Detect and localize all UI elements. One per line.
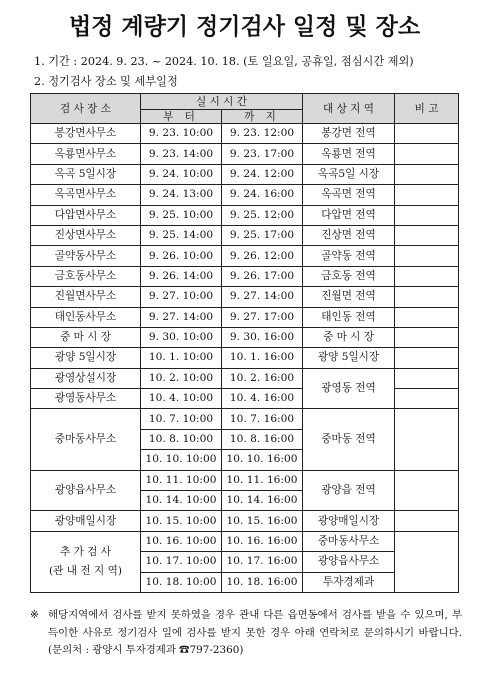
table-row <box>31 327 459 347</box>
footnote <box>30 607 462 660</box>
place-cell: 옥룡면사무소 <box>31 144 141 164</box>
from-cell: 10. 10. 10:00 <box>141 450 222 470</box>
extra-inspection-scope: (관 내 전 지 역) <box>49 564 122 577</box>
note-cell <box>395 185 459 205</box>
place-cell: 진상면사무소 <box>31 225 141 245</box>
to-cell: 9. 25. 17:00 <box>222 225 303 245</box>
place-cell: 광영동사무소 <box>31 389 141 409</box>
from-cell: 9. 26. 14:00 <box>141 266 222 286</box>
area-cell: 골약동 전역 <box>303 246 395 266</box>
from-cell: 10. 16. 10:00 <box>141 531 222 551</box>
note-cell <box>395 348 459 368</box>
to-cell: 10. 4. 16:00 <box>222 389 303 409</box>
from-cell: 10. 1. 10:00 <box>141 348 222 368</box>
place-cell: 골약동사무소 <box>31 246 141 266</box>
to-cell: 10. 14. 16:00 <box>222 491 303 511</box>
table-row <box>31 470 459 490</box>
to-cell: 9. 23. 12:00 <box>222 124 303 144</box>
to-cell: 10. 18. 16:00 <box>222 572 303 592</box>
from-cell: 9. 25. 10:00 <box>141 205 222 225</box>
area-cell: 광양읍사무소 <box>303 552 395 572</box>
note-cell <box>395 327 459 347</box>
table-row <box>31 348 459 368</box>
to-cell: 9. 26. 17:00 <box>222 266 303 286</box>
table-row <box>31 164 459 184</box>
from-cell: 9. 24. 13:00 <box>141 185 222 205</box>
from-cell: 9. 27. 14:00 <box>141 307 222 327</box>
from-cell: 9. 23. 14:00 <box>141 144 222 164</box>
place-cell: 중마동사무소 <box>31 409 141 470</box>
header-time: 실 시 시 간 <box>141 94 303 110</box>
to-cell: 9. 25. 12:00 <box>222 205 303 225</box>
to-cell: 9. 27. 17:00 <box>222 307 303 327</box>
table-row <box>31 266 459 286</box>
from-cell: 10. 15. 10:00 <box>141 511 222 531</box>
from-cell: 9. 27. 10:00 <box>141 287 222 307</box>
from-cell: 10. 4. 10:00 <box>141 389 222 409</box>
table-row <box>31 205 459 225</box>
from-cell: 10. 17. 10:00 <box>141 552 222 572</box>
place-cell: 금호동사무소 <box>31 266 141 286</box>
to-cell: 10. 11. 16:00 <box>222 470 303 490</box>
note-cell <box>395 205 459 225</box>
header-from: 부 터 <box>141 110 222 124</box>
place-cell: 중 마 시 장 <box>31 327 141 347</box>
place-cell: 광양매일시장 <box>31 511 141 531</box>
note-cell <box>395 511 459 531</box>
to-cell: 10. 16. 16:00 <box>222 531 303 551</box>
table-row <box>31 246 459 266</box>
to-cell: 9. 26. 12:00 <box>222 246 303 266</box>
area-cell: 진월면 전역 <box>303 287 395 307</box>
note-cell <box>395 287 459 307</box>
area-cell: 중마동사무소 <box>303 531 395 551</box>
footnote-mark: ※ <box>30 609 39 621</box>
to-cell: 10. 8. 16:00 <box>222 429 303 449</box>
area-cell: 중 마 시 장 <box>303 327 395 347</box>
footnote-text: 해당지역에서 검사를 받지 못하였을 경우 관내 다른 읍면동에서 검사를 받을 수 있으며, 부득이한 사유로 정기검사 일에 검사를 받지 못한 경우 아래 연락처로 문의하시기 바랍니다.(문의처 : 광양시 투자경제과 ☎797-2360) <box>48 609 462 656</box>
note-cell <box>395 144 459 164</box>
note-cell <box>395 389 459 409</box>
from-cell: 9. 30. 10:00 <box>141 327 222 347</box>
place-cell: 옥곡면사무소 <box>31 185 141 205</box>
table-row <box>31 307 459 327</box>
place-cell: 광양 5일시장 <box>31 348 141 368</box>
area-cell: 광양매일시장 <box>303 511 395 531</box>
table-row <box>31 124 459 144</box>
place-cell: 태인동사무소 <box>31 307 141 327</box>
from-cell: 10. 8. 10:00 <box>141 429 222 449</box>
area-cell: 광양읍 전역 <box>303 470 395 511</box>
to-cell: 10. 15. 16:00 <box>222 511 303 531</box>
place-cell: 광양읍사무소 <box>31 470 141 511</box>
header-place: 검 사 장 소 <box>31 94 141 124</box>
section-heading: 2. 정기검사 장소 및 세부일정 <box>34 75 178 88</box>
from-cell: 10. 11. 10:00 <box>141 470 222 490</box>
table-row <box>31 144 459 164</box>
table-row <box>31 225 459 245</box>
area-cell: 광영동 전역 <box>303 368 395 409</box>
area-cell: 금호동 전역 <box>303 266 395 286</box>
header-area: 대 상 지 역 <box>303 94 395 124</box>
area-cell: 중마동 전역 <box>303 409 395 470</box>
area-cell: 진상면 전역 <box>303 225 395 245</box>
from-cell: 10. 18. 10:00 <box>141 572 222 592</box>
area-cell: 봉강면 전역 <box>303 124 395 144</box>
to-cell: 9. 30. 16:00 <box>222 327 303 347</box>
to-cell: 10. 2. 16:00 <box>222 368 303 388</box>
to-cell: 9. 24. 12:00 <box>222 164 303 184</box>
from-cell: 10. 14. 10:00 <box>141 491 222 511</box>
note-cell <box>395 307 459 327</box>
note-cell <box>395 409 459 470</box>
area-cell: 옥곡면 전역 <box>303 185 395 205</box>
place-cell: 다압면사무소 <box>31 205 141 225</box>
note-cell <box>395 531 459 592</box>
header-to: 까 지 <box>222 110 303 124</box>
note-cell <box>395 124 459 144</box>
area-cell: 옥룡면 전역 <box>303 144 395 164</box>
area-cell: 투자경제과 <box>303 572 395 592</box>
extra-inspection-label: 추 가 검 사 <box>59 545 112 558</box>
table-row <box>31 185 459 205</box>
to-cell: 9. 23. 17:00 <box>222 144 303 164</box>
to-cell: 9. 27. 14:00 <box>222 287 303 307</box>
table-row <box>31 389 459 409</box>
to-cell: 10. 10. 16:00 <box>222 450 303 470</box>
table-row <box>31 511 459 531</box>
area-cell: 다압면 전역 <box>303 205 395 225</box>
from-cell: 9. 25. 14:00 <box>141 225 222 245</box>
from-cell: 10. 7. 10:00 <box>141 409 222 429</box>
from-cell: 9. 23. 10:00 <box>141 124 222 144</box>
table-row <box>31 531 459 551</box>
schedule-table <box>30 93 459 593</box>
table-row <box>31 368 459 388</box>
from-cell: 9. 26. 10:00 <box>141 246 222 266</box>
to-cell: 10. 1. 16:00 <box>222 348 303 368</box>
place-cell: 진월면사무소 <box>31 287 141 307</box>
note-cell <box>395 470 459 511</box>
place-cell: 봉강면사무소 <box>31 124 141 144</box>
note-cell <box>395 368 459 388</box>
place-cell: 광영상설시장 <box>31 368 141 388</box>
period-line: 1. 기간 : 2024. 9. 23. ~ 2024. 10. 18. (토 일요일, 공휴일, 점심시간 제외) <box>34 55 414 68</box>
to-cell: 10. 17. 16:00 <box>222 552 303 572</box>
place-cell: 옥곡 5일시장 <box>31 164 141 184</box>
from-cell: 10. 2. 10:00 <box>141 368 222 388</box>
table-row <box>31 287 459 307</box>
to-cell: 10. 7. 16:00 <box>222 409 303 429</box>
area-cell: 옥곡5일 시장 <box>303 164 395 184</box>
from-cell: 9. 24. 10:00 <box>141 164 222 184</box>
note-cell <box>395 266 459 286</box>
area-cell: 광양 5일시장 <box>303 348 395 368</box>
page-title: 법정 계량기 정기검사 일정 및 장소 <box>68 14 421 40</box>
note-cell <box>395 246 459 266</box>
place-cell-extra <box>31 531 141 592</box>
table-row <box>31 409 459 429</box>
area-cell: 태인동 전역 <box>303 307 395 327</box>
to-cell: 9. 24. 16:00 <box>222 185 303 205</box>
note-cell <box>395 164 459 184</box>
header-note: 비 고 <box>395 94 459 124</box>
note-cell <box>395 225 459 245</box>
